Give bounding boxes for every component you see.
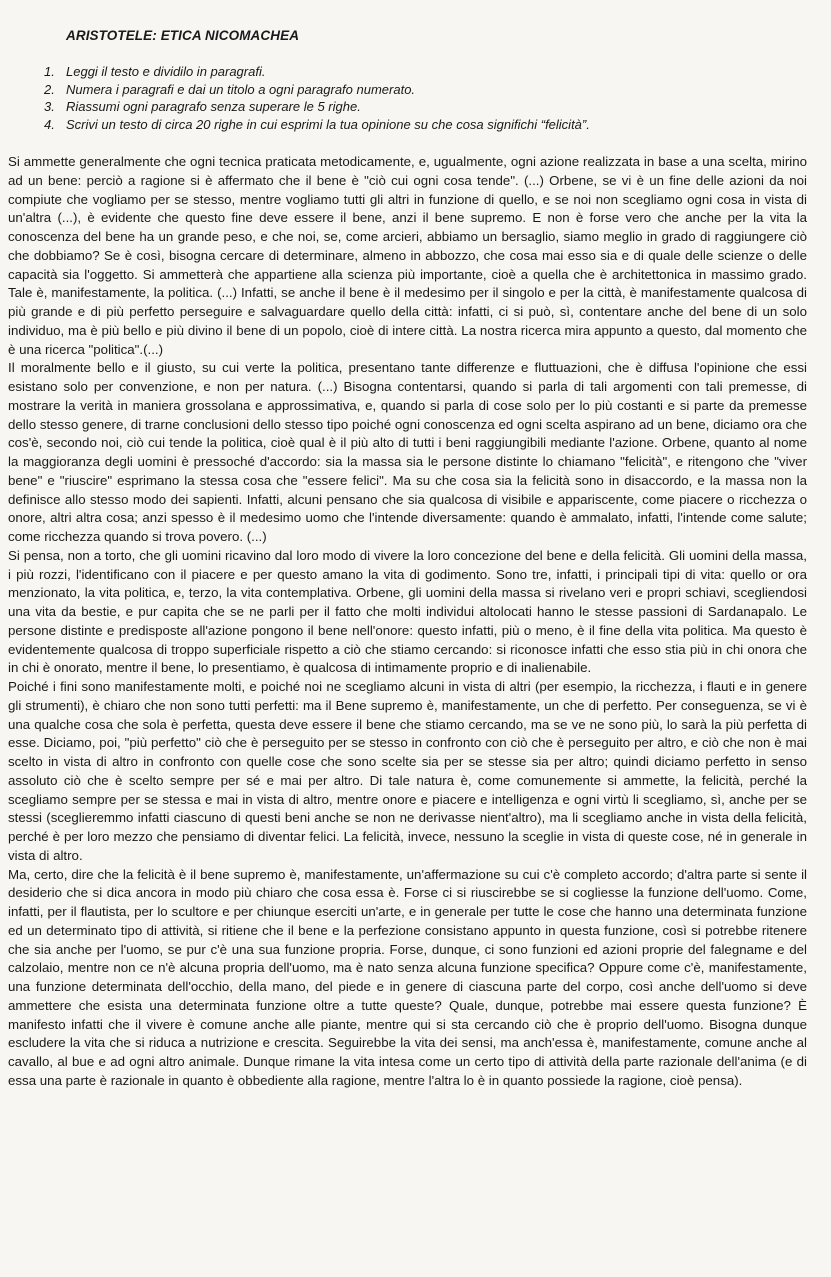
paragraph: Si ammette generalmente che ogni tecnica praticata metodicamente, e, ugualmente, ogni azione realizzata in base a una scelta, mirino ad un bene: perciò a ragione si è affermato che il bene è "ciò cui ogni cosa tende". (...) Orbene, se vi è un fine delle azioni da noi compiute che vogliamo per se stesso, mentre vogliamo tutti gli altri in funzione di quello, e se noi non scegliamo ogni cosa in vista di un'altra (...), è evidente che questo fine deve essere il bene, anzi il bene supremo. E non è forse vero che anche per la vita la conoscenza del bene ha un grande peso, e che noi, se, come arcieri, abbiamo un bersaglio, siamo meglio in grado di raggiungere ciò che dobbiamo? Se è così, bisogna cercare di determinare, almeno in abbozzo, che cosa mai esso sia e di quale delle scienze o delle capacità sia l'oggetto. Si ammetterà che appartiene alla scienza più importante, cioè a quella che è architettonica in massimo grado. Tale è, manifestamente, la politica. (...) Infatti, se anche il bene è il medesimo per il singolo e per la città, è manifestamente qualcosa di più grande e di più perfetto perseguire e salvaguardare quello della città: infatti, ci si può, sì, contentare anche del bene di un solo individuo, ma è più bello e più divino il bene di un popolo, cioè di intere città. La nostra ricerca mira appunto a questo, dal momento che è una ricerca "politica".(...) (8, 154, 807, 357)
task-item: 4. Scrivi un testo di circa 20 righe in cui esprimi la tua opinione su che cosa significhi “felicità”. (44, 116, 590, 132)
task-item: 3. Riassumi ogni paragrafo senza superare le 5 righe. (44, 99, 361, 114)
task-item: 1. Leggi il testo e dividilo in paragrafi. (44, 64, 266, 79)
paragraph: Poiché i fini sono manifestamente molti, e poiché noi ne scegliamo alcuni in vista di altri (per esempio, la ricchezza, i flauti e in genere gli strumenti), è chiaro che non sono tutti perfetti: ma il Bene supremo è, manifestamente, un che di perfetto. Per conseguenza, se vi è una qualche cosa che sola è perfetta, questa deve essere il bene che stiamo cercando, ma se ve ne sono più, lo sarà la più perfetta di esse. Diciamo, poi, "più perfetto" ciò che è perseguito per se stesso in confronto con ciò che è perseguito per altro, e ciò che non è mai scelto in vista di altro in confronto con quelle cose che sono scelte sia per se stesse sia per altro; quindi diciamo perfetto in senso assoluto ciò che è scelto sempre per sé e mai per altro. Di tale natura è, come comunemente si ammette, la felicità, perché la scegliamo sempre per se stessa e mai in vista di altro, mentre onore e piacere e intelligenza e ogni virtù li scegliamo, sì, anche per se stessi (sceglieremmo infatti ciascuno di questi beni anche se non ne derivasse nient'altro), ma li scegliamo anche in vista della felicità, perché è per loro mezzo che pensiamo di diventar felici. La felicità, invece, nessuno la sceglie in vista di queste cose, né in generale in vista di altro. (8, 679, 807, 863)
paragraph: Si pensa, non a torto, che gli uomini ricavino dal loro modo di vivere la loro concezione del bene e della felicità. Gli uomini della massa, i più rozzi, l'identificano con il piacere e per questo amano la vita di godimento. Sono tre, infatti, i principali tipi di vita: quello or ora menzionato, la vita politica, e, terzo, la vita contemplativa. Orbene, gli uomini della massa si rivelano veri e propri schiavi, scegliendosi una vita da bestie, e pur capita che se ne parli per il fatto che molti individui altolocati hanno le stesse passioni di Sardanapalo. Le persone distinte e predisposte all'azione pongono il bene nell'onore: questo infatti, più o meno, è il fine della vita politica. Ma questo è evidentemente qualcosa di troppo superficiale rispetto a ciò che stiamo cercando: si riconosce infatti che esso stia più in chi onora che in chi è onorato, mentre il bene, lo presentiamo, è qualcosa di intimamente proprio e di inalienabile. (8, 547, 807, 676)
body-text (8, 153, 807, 1091)
task-list (8, 63, 807, 133)
task-item: 2. Numera i paragrafi e dai un titolo a ogni paragrafo numerato. (44, 81, 416, 97)
paragraph: Il moralmente bello e il giusto, su cui verte la politica, presentano tante differenze e fluttuazioni, che è diffusa l'opinione che essi esistano solo per convenzione, e non per natura. (...) Bisogna contentarsi, quando si parla di tali argomenti con tali premesse, di mostrare la verità in maniera grossolana e approssimativa, e, quando si parla di cose solo per lo più costanti e si parte da premesse dello stesso genere, di trarne conclusioni dello stesso tipo poiché ogni conoscenza ed ogni scelta aspirano ad un bene, diciamo ora che cos'è, secondo noi, ciò cui tende la politica, cioè qual è il più alto di tutti i beni raggiungibili mediante l'azione. Orbene, quanto al nome la maggioranza degli uomini è pressoché d'accordo: sia la massa sia le persone distinte lo chiamano "felicità", e ritengono che "viver bene" e "riuscire" esprimano la stessa cosa che "essere felici". Ma su che cosa sia la felicità sono in disaccordo, e la massa non la definisce allo stesso modo dei sapienti. Infatti, alcuni pensano che sia qualcosa di visibile e appariscente, come piacere o ricchezza o onore, altri altra cosa; anzi spesso è il medesimo uomo che l'intende diversamente: quando è ammalato, infatti, l'intende come salute; come ricchezza quando si trova povero. (...) (8, 360, 807, 544)
document-title: ARISTOTELE: ETICA NICOMACHEA (66, 28, 300, 43)
paragraph: Ma, certo, dire che la felicità è il bene supremo è, manifestamente, un'affermazione su cui c'è completo accordo; d'altra parte si sente il desiderio che si dica ancora in modo più chiaro che cosa essa è. Forse ci si riuscirebbe se si cogliesse la funzione dell'uomo. Come, infatti, per il flautista, per lo scultore e per chiunque eserciti un'arte, e in generale per tutte le cose che hanno una determinata funzione ed un determinato tipo di attività, si ritiene che il bene e la perfezione consistano appunto in questa funzione, così si potrebbe ritenere che sia anche per l'uomo, se pur c'è una sua funzione propria. Forse, dunque, ci sono funzioni ed azioni proprie del falegname e del calzolaio, mentre non ce n'è alcuna propria dell'uomo, ma è nato senza alcuna funzione specifica? Oppure come c'è, manifestamente, una funzione determinata dell'occhio, della mano, del piede e in genere di ciascuna parte del corpo, così anche dell'uomo si deve ammettere che esista una determinata funzione oltre a tutte queste? Quale, dunque, potrebbe mai essere questa funzione? È manifesto infatti che il vivere è comune anche alle piante, mentre qui si sta cercando ciò che è proprio dell'uomo. Bisogna dunque escludere la vita che si riduca a nutrizione e crescita. Seguirebbe la vita dei sensi, ma anch'essa è, manifestamente, comune anche al cavallo, al bue e ad ogni altro animale. Dunque rimane la vita intesa come un certo tipo di attività della parte razionale dell'anima (e di essa una parte è razionale in quanto è obbediente alla ragione, mentre l'altra lo è in quanto possiede la ragione, cioè pensa). (8, 866, 807, 1088)
